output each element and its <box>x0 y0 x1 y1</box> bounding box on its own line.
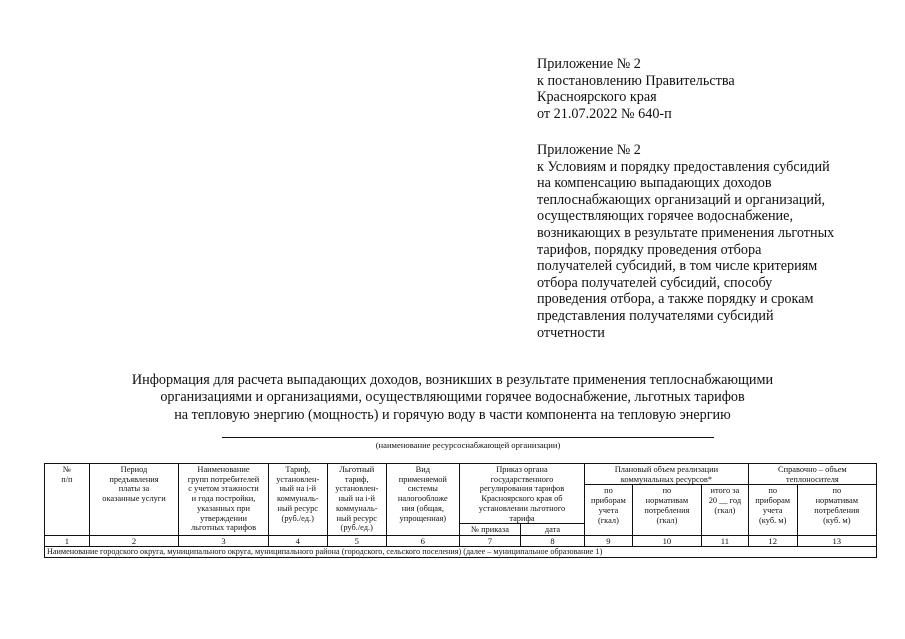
header-text-line: ный на i-й <box>279 484 317 494</box>
column-number: 2 <box>89 535 179 546</box>
header-text-line: коммунальных ресурсов* <box>620 474 713 484</box>
header-coolant-reference <box>748 464 876 485</box>
subsidy-data-table <box>44 463 877 558</box>
appendix2-line: получателей субсидий, в том числе критериям <box>537 258 818 275</box>
header-text-line: Период <box>120 465 148 474</box>
header-text-line: системы <box>407 484 438 494</box>
header-text-line: предъявления <box>109 474 159 484</box>
header-preferential-tariff <box>327 464 386 536</box>
header-text-line: нормативам <box>645 496 689 506</box>
column-number: 12 <box>748 535 797 546</box>
header-text-line: по <box>768 486 778 496</box>
column-number: 3 <box>179 535 269 546</box>
header-text-line: (куб. м) <box>759 515 787 525</box>
header-row-number <box>45 464 90 536</box>
appendix2-line: осуществляющих горячее водоснабжение, <box>537 208 793 225</box>
title-line: Информация для расчета выпадающих доходов, возникших в результате применения теплоснабжающими <box>131 372 774 388</box>
column-number: 6 <box>386 535 459 546</box>
appendix-header-resolution <box>537 56 735 122</box>
appendix2-line: теплоснабжающих организаций и организаций, <box>537 191 826 208</box>
appendix-header-conditions <box>537 142 834 341</box>
column-number: 11 <box>701 535 748 546</box>
header-text-line: упрощенная) <box>399 513 447 523</box>
header-text-line: государственного <box>490 474 554 484</box>
header-period <box>89 464 179 536</box>
document-title <box>0 372 905 424</box>
header-text-line: коммуналь- <box>276 494 319 504</box>
header-text-line: учета <box>762 505 783 515</box>
title-line: на тепловую энергию (мощность) и горячую воду в части компонента на тепловую энергию <box>174 406 731 423</box>
appendix2-line: представления получателями субсидий <box>537 307 774 324</box>
column-number: 13 <box>797 535 876 546</box>
appendix2-line: возникающих в результате применения льготных <box>537 224 835 241</box>
header-text-line: теплоносителя <box>786 474 839 484</box>
appendix1-line: к постановлению Правительства <box>537 72 735 89</box>
header-text-line: Тариф, <box>285 465 311 474</box>
header-text-line: приборам <box>755 496 791 506</box>
appendix2-line: к Условиям и порядку предоставления субсидий <box>537 158 830 175</box>
header-text-line: (гкал) <box>597 515 619 525</box>
appendix1-line: Приложение № 2 <box>537 56 641 72</box>
header-text-line: тарифа <box>509 513 535 523</box>
header-text-line: применяемой <box>398 474 447 484</box>
appendix2-line: Приложение № 2 <box>537 142 641 158</box>
header-text-line: и года постройки, <box>191 494 256 504</box>
header-text-line: ния (общая, <box>401 503 444 513</box>
header-text-line: по <box>604 486 613 496</box>
header-text-line: ный ресурс <box>336 513 377 523</box>
header-text-line: по <box>662 486 672 496</box>
header-text-line: нормативам <box>815 496 859 506</box>
header-text-line: № <box>62 465 71 474</box>
header-text-line: (руб./ед.) <box>340 523 373 533</box>
column-number: 5 <box>327 535 386 546</box>
header-text-line: установлении льготного <box>478 503 566 513</box>
header-text-line: ный на i-й <box>338 494 376 504</box>
header-text-line: потребления <box>814 505 860 515</box>
appendix1-line: от 21.07.2022 № 640-п <box>537 105 672 122</box>
header-plan-total <box>701 485 748 536</box>
appendix2-line: тарифов, порядку проведения отбора <box>537 241 762 258</box>
header-text-line: оказанные услуги <box>102 494 166 504</box>
header-text-line: платы за <box>118 484 150 494</box>
header-order-number: № приказа <box>459 524 520 536</box>
header-text-line: потребления <box>644 505 690 515</box>
appendix2-line: отбора получателей субсидий, способу <box>537 274 773 291</box>
header-text-line: льготных тарифов <box>190 523 257 533</box>
header-ref-by-meter <box>748 485 797 536</box>
header-tariff <box>268 464 327 536</box>
header-text-line: установлен- <box>276 474 320 484</box>
header-text-line: итого за <box>710 486 740 496</box>
header-tax-system <box>386 464 459 536</box>
header-text-line: п/п <box>61 474 73 484</box>
header-text-line: по <box>832 486 842 496</box>
header-tariff-order <box>459 464 584 524</box>
header-text-line: налогообложе <box>397 494 448 504</box>
header-text-line: 20 __ год <box>708 496 742 506</box>
column-number-row <box>45 535 877 546</box>
header-plan-by-meter <box>585 485 633 536</box>
header-order-date: дата <box>520 524 584 536</box>
organization-name-line <box>222 437 714 438</box>
appendix1-line: Красноярского края <box>537 89 657 106</box>
header-text-line: (руб./ед.) <box>281 513 314 523</box>
header-text-line: групп потребителей <box>187 474 260 484</box>
header-text-line: с учетом этажности <box>188 484 259 494</box>
header-text-line: (гкал) <box>714 505 736 515</box>
header-text-line: Приказ органа <box>496 465 548 474</box>
header-text-line: коммуналь- <box>335 503 378 513</box>
header-text-line: Льготный <box>339 465 375 474</box>
header-text-line: Плановый объем реализации <box>614 465 719 474</box>
header-text-line: ный ресурс <box>277 503 318 513</box>
appendix2-line: на компенсацию выпадающих доходов <box>537 175 772 192</box>
header-plan-by-norm <box>632 485 701 536</box>
header-text-line: Наименование <box>197 465 250 474</box>
column-number: 7 <box>459 535 520 546</box>
header-text-line: Вид <box>415 465 430 474</box>
header-text-line: утверждении <box>200 513 247 523</box>
appendix2-line: отчетности <box>537 324 605 341</box>
header-text-line: тариф, <box>344 474 369 484</box>
header-text-line: указанных при <box>197 503 250 513</box>
organization-name-caption: (наименование ресурсоснабжающей организации) <box>375 440 561 450</box>
header-consumer-groups <box>179 464 269 536</box>
header-text-line: приборам <box>591 496 626 506</box>
title-line: организациями и организациями, осуществляющими горячее водоснабжение, льготных тарифов <box>160 389 745 406</box>
header-text-line: установлен- <box>335 484 379 494</box>
header-text-line: (куб. м) <box>823 515 851 525</box>
header-text-line: Красноярского края об <box>481 494 563 504</box>
appendix2-line: проведения отбора, а также порядку и срокам <box>537 291 814 308</box>
header-planned-volume <box>585 464 749 485</box>
header-ref-by-norm <box>797 485 876 536</box>
header-text-line: регулирования тарифов <box>479 484 565 494</box>
column-number: 10 <box>632 535 701 546</box>
column-number: 4 <box>268 535 327 546</box>
column-number: 1 <box>45 535 90 546</box>
column-number: 9 <box>585 535 633 546</box>
column-number: 8 <box>520 535 584 546</box>
header-text-line: (гкал) <box>656 515 678 525</box>
municipality-row: Наименование городского округа, муниципального округа, муниципального района (городского, сельского поселения) (далее – муниципальное образование 1) <box>45 546 877 557</box>
header-text-line: учета <box>598 505 619 515</box>
header-text-line: Справочно – объем <box>778 465 847 474</box>
